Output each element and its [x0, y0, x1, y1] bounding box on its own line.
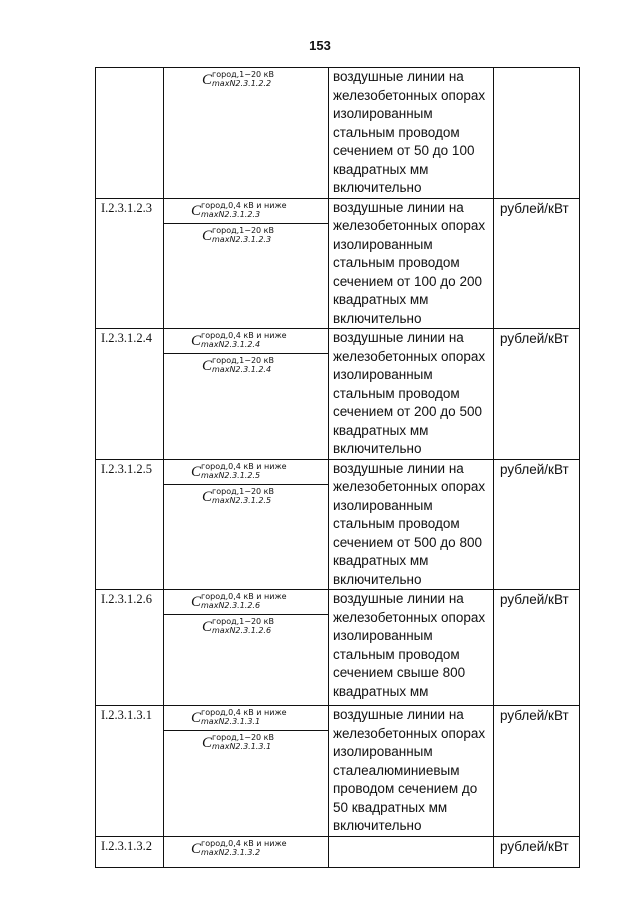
formula-superscript: город,1−20 кВ [212, 486, 274, 496]
formula-subscript: maxN2.3.1.2.6 [201, 601, 261, 610]
formula-letter: C [191, 333, 202, 349]
formula-cell [164, 836, 329, 867]
formula-high-voltage [164, 68, 328, 92]
row-code: I.2.3.1.2.4 [96, 329, 164, 460]
formula-subscript: maxN2.3.1.2.5 [212, 495, 272, 505]
formula-cell [164, 329, 329, 460]
table-body [96, 68, 580, 868]
formula-superscript: город,0,4 кВ и ниже [201, 838, 287, 848]
table-row [96, 836, 580, 867]
formula-high-voltage [164, 223, 328, 248]
table-row [96, 329, 580, 460]
formula-superscript: город,0,4 кВ и ниже [201, 708, 287, 717]
row-description: воздушные линии на железобетонных опорах изолированным стальным проводом сечением свыше 800 квадратных мм [329, 590, 494, 706]
formula-letter: C [202, 619, 213, 635]
row-description: воздушные линии на железобетонных опорах изолированным стальным проводом сечением от 100 до 200 квадратных мм включительно [329, 198, 494, 329]
formula-cell [164, 198, 329, 329]
formula-letter: C [202, 735, 213, 751]
formula-high-voltage [164, 484, 328, 509]
formula-low-voltage [164, 706, 328, 730]
row-description: воздушные линии на железобетонных опорах изолированным стальным проводом сечением от 200 до 500 квадратных мм включительно [329, 329, 494, 460]
row-unit: рублей/кВт [494, 459, 580, 590]
table-row [96, 198, 580, 329]
formula-low-voltage [164, 460, 328, 484]
formula-high-voltage [164, 614, 328, 639]
row-unit: рублей/кВт [494, 590, 580, 706]
row-code: I.2.3.1.2.6 [96, 590, 164, 706]
page-number: 153 [309, 38, 331, 53]
formula-cell [164, 459, 329, 590]
row-unit: рублей/кВт [494, 836, 580, 867]
table-row [96, 459, 580, 590]
formula-letter: C [202, 488, 213, 505]
formula-letter: C [191, 594, 202, 610]
row-unit: рублей/кВт [494, 198, 580, 329]
row-code: I.2.3.1.3.1 [96, 706, 164, 837]
row-description: воздушные линии на железобетонных опорах изолированным стальным проводом сечением от 50 до 100 квадратных мм включительно [329, 68, 494, 199]
formula-cell [164, 68, 329, 199]
formula-subscript: maxN2.3.1.2.3 [212, 234, 272, 244]
formula-low-voltage [164, 329, 328, 353]
formula-letter: C [202, 358, 213, 374]
formula-superscript: город,0,4 кВ и ниже [201, 461, 287, 471]
formula-subscript: maxN2.3.1.3.2 [201, 847, 261, 857]
formula-superscript: город,0,4 кВ и ниже [201, 200, 287, 210]
formula-cell [164, 706, 329, 837]
formula-subscript: maxN2.3.1.3.1 [212, 742, 272, 751]
formula-subscript: maxN2.3.1.2.5 [201, 470, 261, 480]
formula-cell [164, 590, 329, 706]
formula-letter: C [191, 463, 202, 480]
formula-low-voltage [164, 837, 328, 861]
row-description [329, 836, 494, 867]
row-unit: рублей/кВт [494, 329, 580, 460]
table-row [96, 68, 580, 199]
row-unit [494, 68, 580, 199]
formula-subscript: maxN2.3.1.3.1 [201, 717, 261, 726]
formula-letter: C [202, 72, 213, 88]
formula-subscript: maxN2.3.1.2.4 [212, 365, 272, 374]
tariff-table [95, 67, 580, 868]
formula-superscript: город,1−20 кВ [212, 617, 274, 626]
formula-high-voltage [164, 353, 328, 378]
formula-letter: C [202, 227, 213, 244]
formula-superscript: город,1−20 кВ [212, 225, 274, 235]
formula-letter: C [191, 840, 202, 857]
table-row [96, 706, 580, 837]
row-code: I.2.3.1.3.2 [96, 836, 164, 867]
formula-superscript: город,0,4 кВ и ниже [201, 592, 287, 601]
formula-low-voltage [164, 590, 328, 614]
row-description: воздушные линии на железобетонных опорах изолированным стальным проводом сечением от 500 до 800 квадратных мм включительно [329, 459, 494, 590]
formula-subscript: maxN2.3.1.2.2 [212, 79, 272, 88]
formula-superscript: город,1−20 кВ [212, 70, 274, 79]
row-code [96, 68, 164, 199]
row-code: I.2.3.1.2.5 [96, 459, 164, 590]
formula-low-voltage [164, 199, 328, 223]
formula-high-voltage [164, 730, 328, 755]
formula-letter: C [191, 202, 202, 219]
table-row [96, 590, 580, 706]
formula-superscript: город,1−20 кВ [212, 733, 274, 742]
row-description: воздушные линии на железобетонных опорах изолированным сталеалюминиевым проводом сечением до 50 квадратных мм включительно [329, 706, 494, 837]
formula-subscript: maxN2.3.1.2.4 [201, 340, 261, 349]
row-code: I.2.3.1.2.3 [96, 198, 164, 329]
row-unit: рублей/кВт [494, 706, 580, 837]
formula-letter: C [191, 710, 202, 726]
formula-subscript: maxN2.3.1.2.3 [201, 209, 261, 219]
formula-superscript: город,1−20 кВ [212, 356, 274, 365]
formula-subscript: maxN2.3.1.2.6 [212, 626, 272, 635]
formula-superscript: город,0,4 кВ и ниже [201, 331, 287, 340]
